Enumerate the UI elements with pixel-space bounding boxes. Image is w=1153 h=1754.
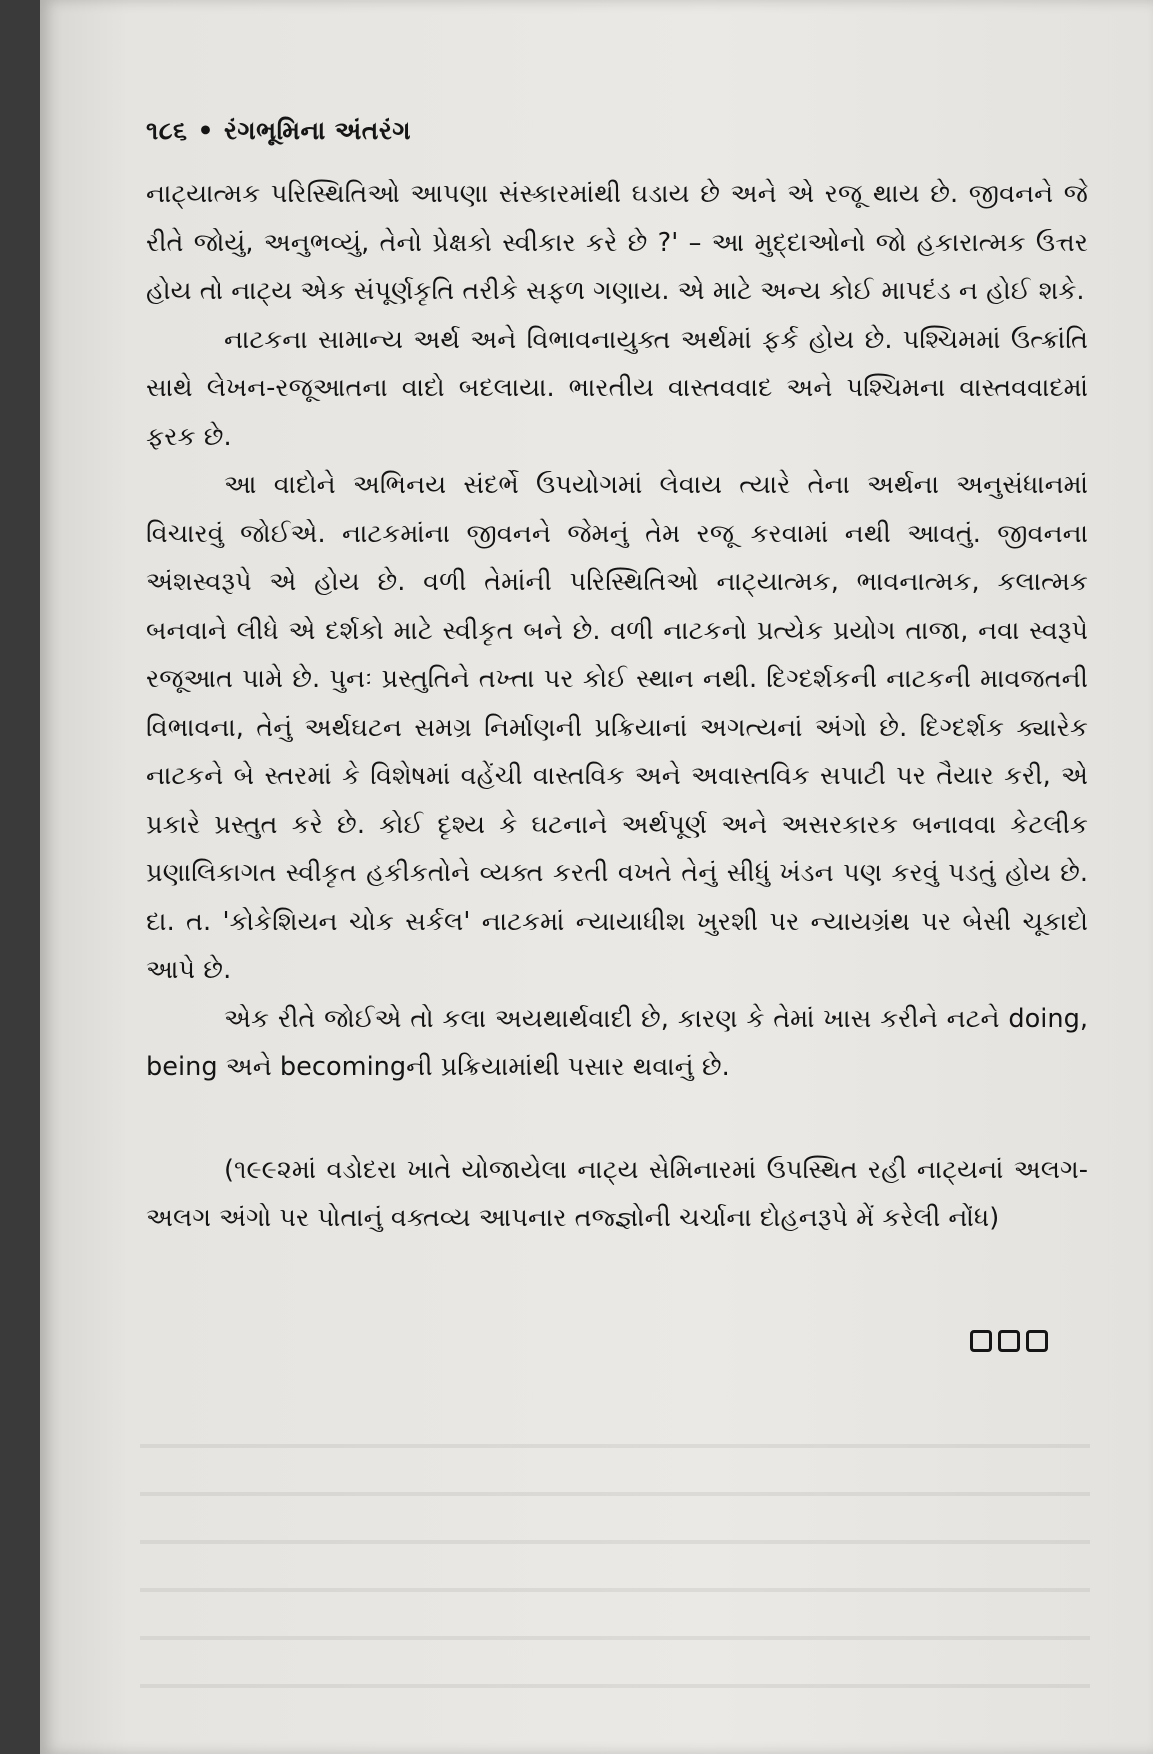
end-mark-icon	[970, 1330, 1048, 1352]
paragraph-1: નાટ્યાત્મક પરિસ્થિતિઓ આપણા સંસ્કારમાંથી ઘડાય છે અને એ રજૂ થાય છે. જીવનને જે રીતે જોયું, અનુભવ્યું, તેનો પ્રેક્ષકો સ્વીકાર કરે છે ?' – આ મુદ્દાઓનો જો હકારાત્મક ઉત્તર હોય તો નાટ્ય એક સંપૂર્ણકૃતિ તરીકે સફળ ગણાય. એ માટે અન્ય કોઈ માપદંડ ન હોઈ શકે.	[146, 179, 1088, 306]
book-title: રંગભૂમિના અંતરંગ	[224, 116, 412, 145]
end-square-2	[998, 1330, 1020, 1352]
paragraph-2: નાટકના સામાન્ય અર્થ અને વિભાવનાયુક્ત અર્થમાં ફર્ક હોય છે. પશ્ચિમમાં ઉત્ક્રાંતિ સાથે લેખન-રજૂઆતના વાદો બદલાયા. ભારતીય વાસ્તવવાદ અને પશ્ચિમના વાસ્તવવાદમાં ફરક છે.	[146, 324, 1088, 452]
end-square-1	[970, 1330, 992, 1352]
page-number: ૧૮૬	[146, 116, 188, 145]
source-note: (૧૯૯૨માં વડોદરા ખાતે યોજાયેલા નાટ્ય સેમિનારમાં ઉપસ્થિત રહી નાટ્યનાં અલગ-અલગ અંગો પર પોતાનું વક્તવ્ય આપનાર તજ્જ્ઞોની ચર્ચાના દોહનરૂપે મેં કરેલી નોંધ)	[146, 1154, 1088, 1233]
show-through-texture	[140, 1410, 1090, 1710]
paragraph-4: એક રીતે જોઈએ તો કલા અયથાર્થવાદી છે, કારણ કે તેમાં ખાસ કરીને નટને doing, being અને becomingની પ્રક્રિયામાંથી પસાર થવાનું છે.	[146, 1003, 1088, 1082]
end-square-3	[1026, 1330, 1048, 1352]
header-bullet: •	[197, 116, 214, 145]
book-page	[40, 0, 1153, 1754]
paragraph-3: આ વાદોને અભિનય સંદર્ભે ઉપયોગમાં લેવાય ત્યારે તેના અર્થના અનુસંધાનમાં વિચારવું જોઈએ. નાટકમાંના જીવનને જેમનું તેમ રજૂ કરવામાં નથી આવતું. જીવનના અંશસ્વરૂપે એ હોય છે. વળી તેમાંની પરિસ્થિતિઓ નાટ્યાત્મક, ભાવનાત્મક, કલાત્મક બનવાને લીધે એ દર્શકો માટે સ્વીકૃત બને છે. વળી નાટકનો પ્રત્યેક પ્રયોગ તાજા, નવા સ્વરૂપે રજૂઆત પામે છે. પુનઃ પ્રસ્તુતિને તખ્તા પર કોઈ સ્થાન નથી. દિગ્દર્શકની નાટકની માવજતની વિભાવના, તેનું અર્થઘટન સમગ્ર નિર્માણની પ્રક્રિયાનાં અગત્યનાં અંગો છે. દિગ્દર્શક ક્યારેક નાટકને બે સ્તરમાં કે વિશેષમાં વહેંચી વાસ્તવિક અને અવાસ્તવિક સપાટી પર તૈયાર કરી, એ પ્રકારે પ્રસ્તુત કરે છે. કોઈ દૃશ્ય કે ઘટનાને અર્થપૂર્ણ અને અસરકારક બનાવવા કેટલીક પ્રણાલિકાગત સ્વીકૃત હકીકતોને વ્યક્ત કરતી વખતે તેનું સીધું ખંડન પણ કરવું પડતું હોય છે. દા. ત. 'કોકેશિયન ચોક સર્કલ' નાટકમાં ન્યાયાધીશ ખુરશી પર ન્યાયગ્રંથ પર બેસી ચૂકાદો આપે છે.	[146, 470, 1088, 985]
running-header	[146, 116, 411, 146]
body-text	[146, 170, 1088, 1243]
